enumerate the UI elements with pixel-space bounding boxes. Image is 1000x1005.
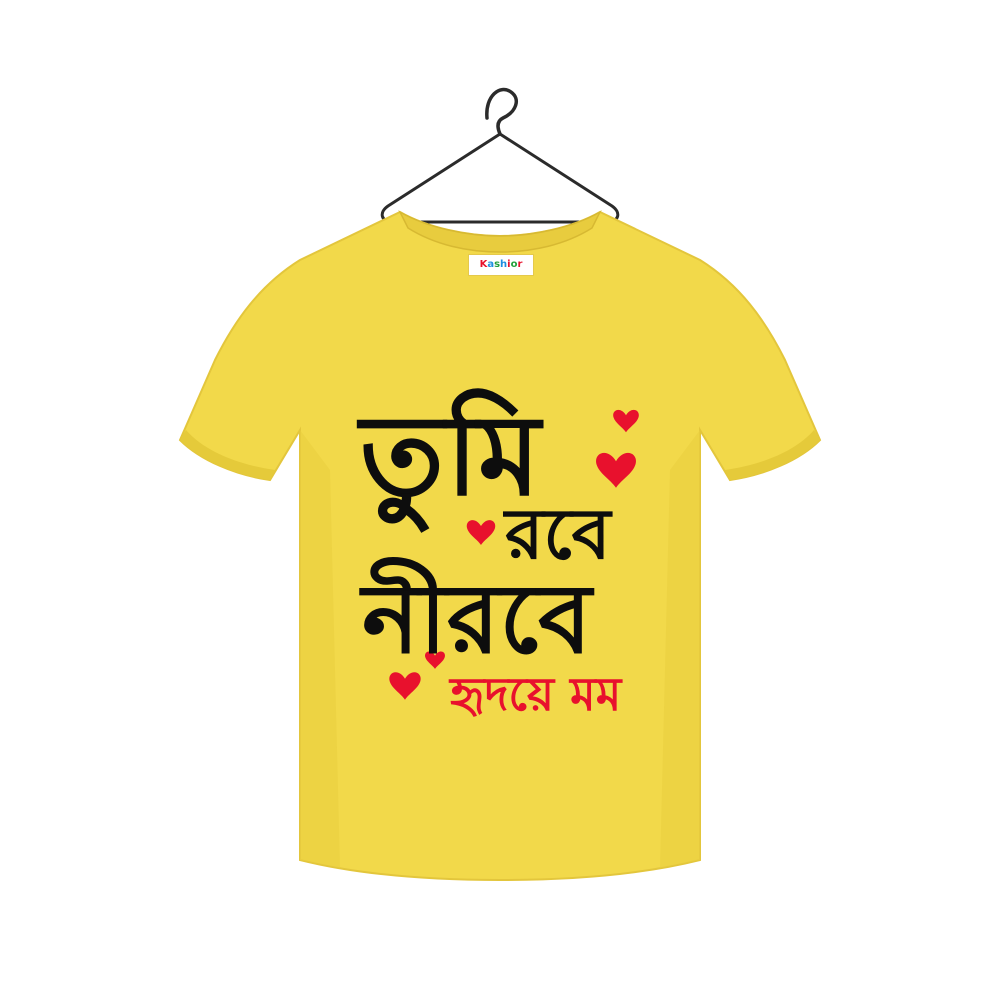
print-line-4: হৃদয়ে মম xyxy=(450,667,622,721)
brand-tag: Kashior xyxy=(468,254,534,276)
hanger-icon xyxy=(382,90,618,222)
print-line-1: তুমি xyxy=(360,391,543,521)
print-line-3: নীরবে xyxy=(362,563,592,675)
print-line-2: রবে xyxy=(505,493,611,575)
